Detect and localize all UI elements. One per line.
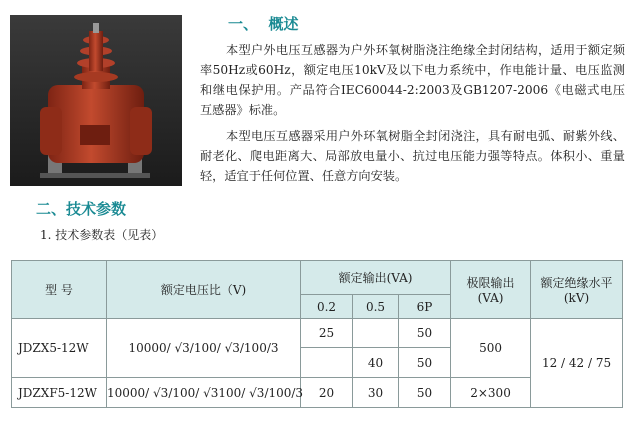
section-specs-heading: 二、技术参数 [36, 200, 127, 218]
header-rated-output: 额定输出(VA) [301, 261, 451, 295]
overview-paragraph-2: 本型电压互感器采用户外环氧树脂全封闭浇注，具有耐电弧、耐紫外线、耐老化、爬电距离大、局部放电量小、抗过电压能力强等特点。体积小、重量轻，适宜于任何位置、任意方向安装。 [200, 129, 625, 183]
voltage-transformer-image [10, 15, 182, 186]
table-caption: 1. 技术参数表（见表） [40, 228, 164, 242]
header-ratio: 额定电压比（V) [107, 261, 301, 319]
row2-output-0.2: 20 [301, 378, 353, 408]
row1-ratio: 10000/ √3/100/ √3/100/3 [107, 319, 301, 378]
header-model: 型 号 [12, 261, 107, 319]
header-limit-line1: 极限输出 [466, 276, 515, 290]
header-insulation [531, 261, 623, 319]
header-limit-line2: (VA) [477, 291, 504, 305]
spec-table [11, 260, 623, 408]
header-class-0.5: 0.5 [353, 295, 399, 319]
header-insulation-line2: (kV) [563, 291, 590, 305]
row1-output-0.2: 25 [301, 319, 353, 348]
row1-output-0.2-b [301, 348, 353, 378]
row1-output-6p-a: 50 [399, 319, 451, 348]
header-class-6p: 6P [399, 295, 451, 319]
row1-model: JDZX5-12W [12, 319, 107, 378]
insulation-level: 12 / 42 / 75 [531, 319, 623, 408]
row2-ratio: 10000/ √3/100/ √3100/ √3/100/3 [107, 378, 301, 408]
row2-model: JDZXF5-12W [12, 378, 107, 408]
header-limit-output [451, 261, 531, 319]
row2-output-6p: 50 [399, 378, 451, 408]
row1-limit-output: 500 [451, 319, 531, 378]
row1-output-6p: 50 [399, 348, 451, 378]
row2-output-0.5: 30 [353, 378, 399, 408]
overview-paragraph-1: 本型户外电压互感器为户外环氧树脂浇注绝缘全封闭结构，适用于额定频率50Hz或60Hz，额定电压10kV及以下电力系统中，作电能计量、电压监测和继电保护用。产品符合IEC60044-2:2003及GB1207-2006《电磁式电压互感器》标准。 [200, 43, 625, 117]
header-class-0.2: 0.2 [301, 295, 353, 319]
section-overview-heading: 一、 概述 [228, 15, 299, 33]
row1-output-0.5-a [353, 319, 399, 348]
header-insulation-line1: 额定绝缘水平 [540, 276, 613, 290]
row2-limit-output: 2×300 [451, 378, 531, 408]
row1-output-0.5: 40 [353, 348, 399, 378]
product-photo [10, 15, 182, 186]
